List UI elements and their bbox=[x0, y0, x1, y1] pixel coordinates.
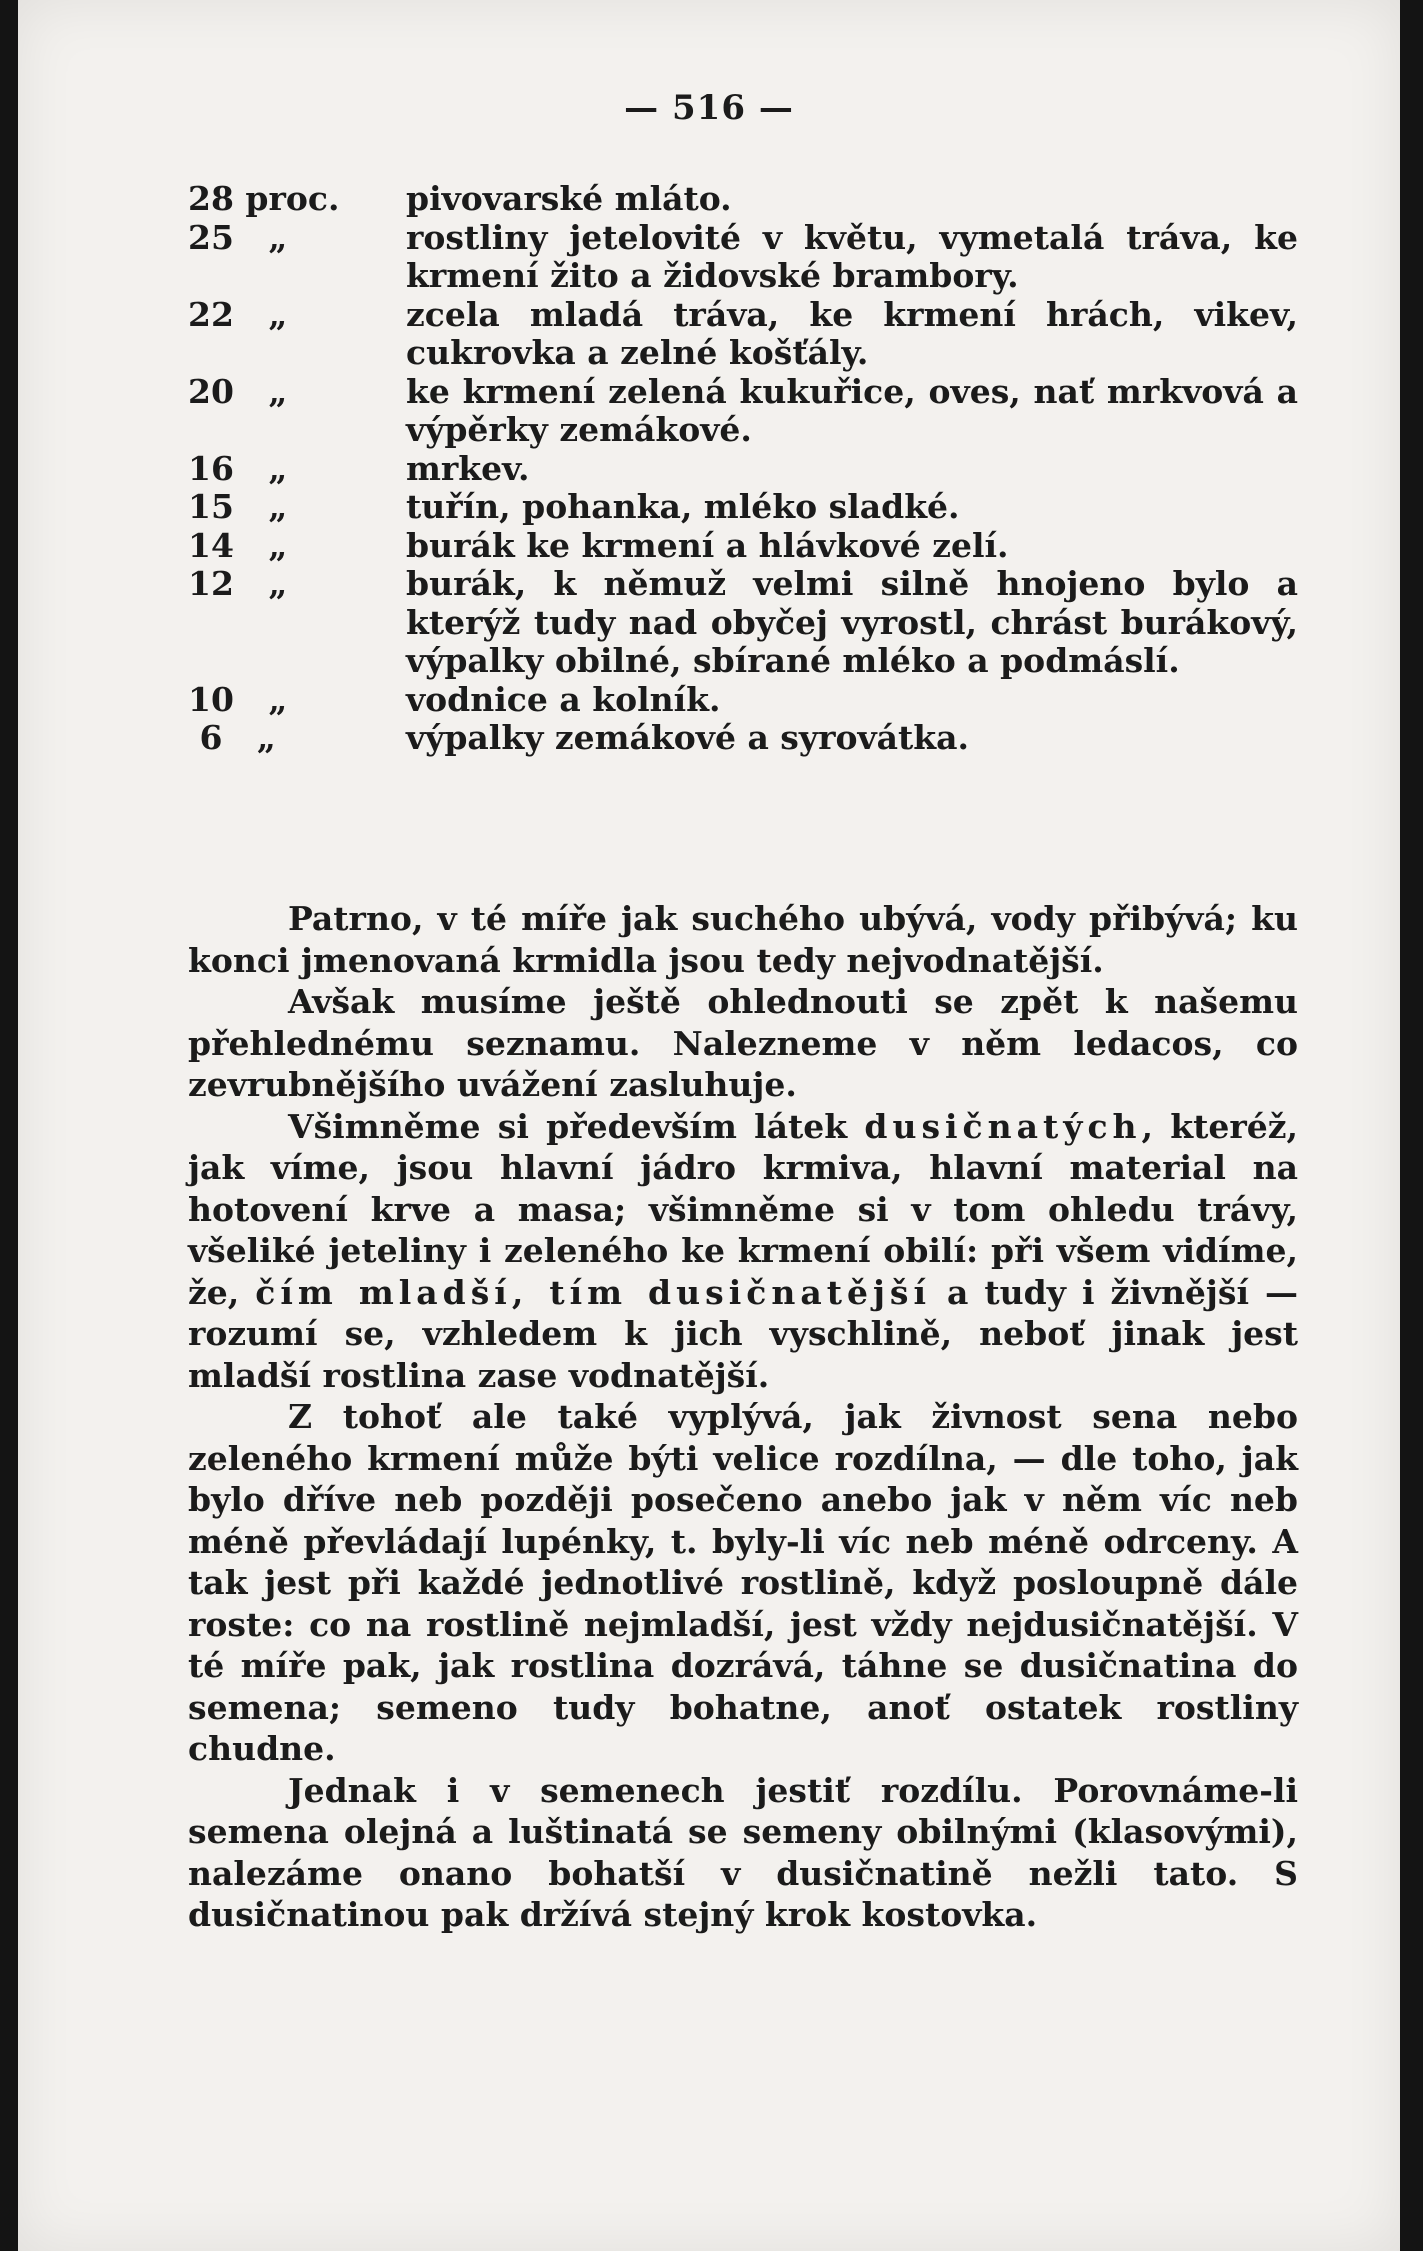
page-number: — 516 — bbox=[624, 88, 794, 128]
entry-percent: 25 „ bbox=[188, 217, 288, 257]
entry-text: mrkev. bbox=[406, 448, 530, 488]
paragraph: Z tohoť ale také vyplývá, jak živnost sena nebo zeleného krmení může býti velice rozdílna, — dle toho, jak bylo dříve neb později posečeno anebo jak v něm víc neb méně převládají lupénky, t. byly-li víc neb méně odrceny. A tak jest při každé jednotlivé rostlině, když posloupně dále roste: co na rostlině nejmladší, jest vždy nejdusičnatější. V té míře pak, jak rostlina dozrává, táhne se dusičnatina do semena; semeno tudy bohatne, anoť ostatek rostliny chudne. bbox=[188, 1397, 1298, 1768]
list-item bbox=[188, 180, 1298, 219]
entry-percent: 6 „ bbox=[188, 718, 276, 757]
entry-percent: 12 „ bbox=[188, 564, 288, 603]
entry-text: výpalky zemákové a syrovátka. bbox=[406, 718, 969, 757]
entry-percent: 20 „ bbox=[188, 371, 288, 411]
list-item bbox=[188, 219, 1298, 296]
paragraph bbox=[188, 1106, 1298, 1397]
entry-text: rostliny jetelovité v květu, vymetalá tráva, ke krmení žito a židovské brambory. bbox=[406, 217, 1298, 295]
list-item bbox=[188, 681, 1298, 720]
list-item bbox=[188, 565, 1298, 681]
emphasis-spaced: čím mladší, tím dusičnatější bbox=[255, 1272, 932, 1312]
paragraph-text: Všimněme si především látek bbox=[288, 1106, 865, 1146]
list-item bbox=[188, 450, 1298, 489]
paragraph: Avšak musíme ještě ohlednouti se zpět k našemu přehlednému seznamu. Nalezneme v něm ledacos, co zevrubnějšího uvážení zasluhuje. bbox=[188, 982, 1298, 1104]
entry-text: burák, k němuž velmi silně hnojeno bylo a kterýž tudy nad obyčej vyrostl, chrást burákový, výpalky obilné, sbírané mléko a podmáslí. bbox=[406, 564, 1298, 680]
paragraph-text: , kteréž, jak víme, jsou hlavní jádro krmiva, hlavní material na hotovení krve a masa; všimněme si v tom ohledu trávy, všeliké jeteliny i zeleného ke krmení obilí: při všem vidíme, že, bbox=[188, 1106, 1298, 1312]
percentage-list bbox=[188, 180, 1298, 758]
body-text bbox=[188, 898, 1298, 1936]
list-item bbox=[188, 373, 1298, 450]
entry-percent: 28 proc. bbox=[188, 179, 340, 218]
emphasis-spaced: dusičnatých bbox=[864, 1106, 1142, 1146]
entry-percent: 22 „ bbox=[188, 294, 288, 334]
entry-text: vodnice a kolník. bbox=[406, 679, 721, 719]
entry-text: zcela mladá tráva, ke krmení hrách, vikev, cukrovka a zelné košťály. bbox=[406, 294, 1298, 372]
entry-percent: 14 „ bbox=[188, 525, 288, 565]
paragraph-text: a tudy i živnější — rozumí se, vzhledem k jich vyschlině, neboť jinak jest mladší rostlina zase vodnatější. bbox=[188, 1272, 1299, 1395]
entry-percent: 16 „ bbox=[188, 448, 288, 488]
list-item bbox=[188, 527, 1298, 566]
entry-text: burák ke krmení a hlávkové zelí. bbox=[406, 525, 1009, 565]
book-page bbox=[18, 0, 1400, 2251]
list-item bbox=[188, 719, 1298, 758]
entry-percent: 15 „ bbox=[188, 487, 288, 526]
entry-percent: 10 „ bbox=[188, 679, 288, 719]
paragraph: Patrno, v té míře jak suchého ubývá, vody přibývá; ku konci jmenovaná krmidla jsou tedy nejvodnatější. bbox=[188, 899, 1298, 980]
list-item bbox=[188, 488, 1298, 527]
entry-text: tuřín, pohanka, mléko sladké. bbox=[406, 487, 960, 526]
entry-text: pivovarské mláto. bbox=[406, 179, 732, 218]
entry-text: ke krmení zelená kukuřice, oves, nať mrkvová a výpěrky zemákové. bbox=[406, 371, 1298, 449]
paragraph: Jednak i v semenech jestiť rozdílu. Porovnáme-li semena olejná a luštinatá se semeny obilnými (klasovými), nalezáme onano bohatší v dusičnatině nežli tato. S dusičnatinou pak držívá stejný krok kostovka. bbox=[188, 1770, 1298, 1934]
list-item bbox=[188, 296, 1298, 373]
